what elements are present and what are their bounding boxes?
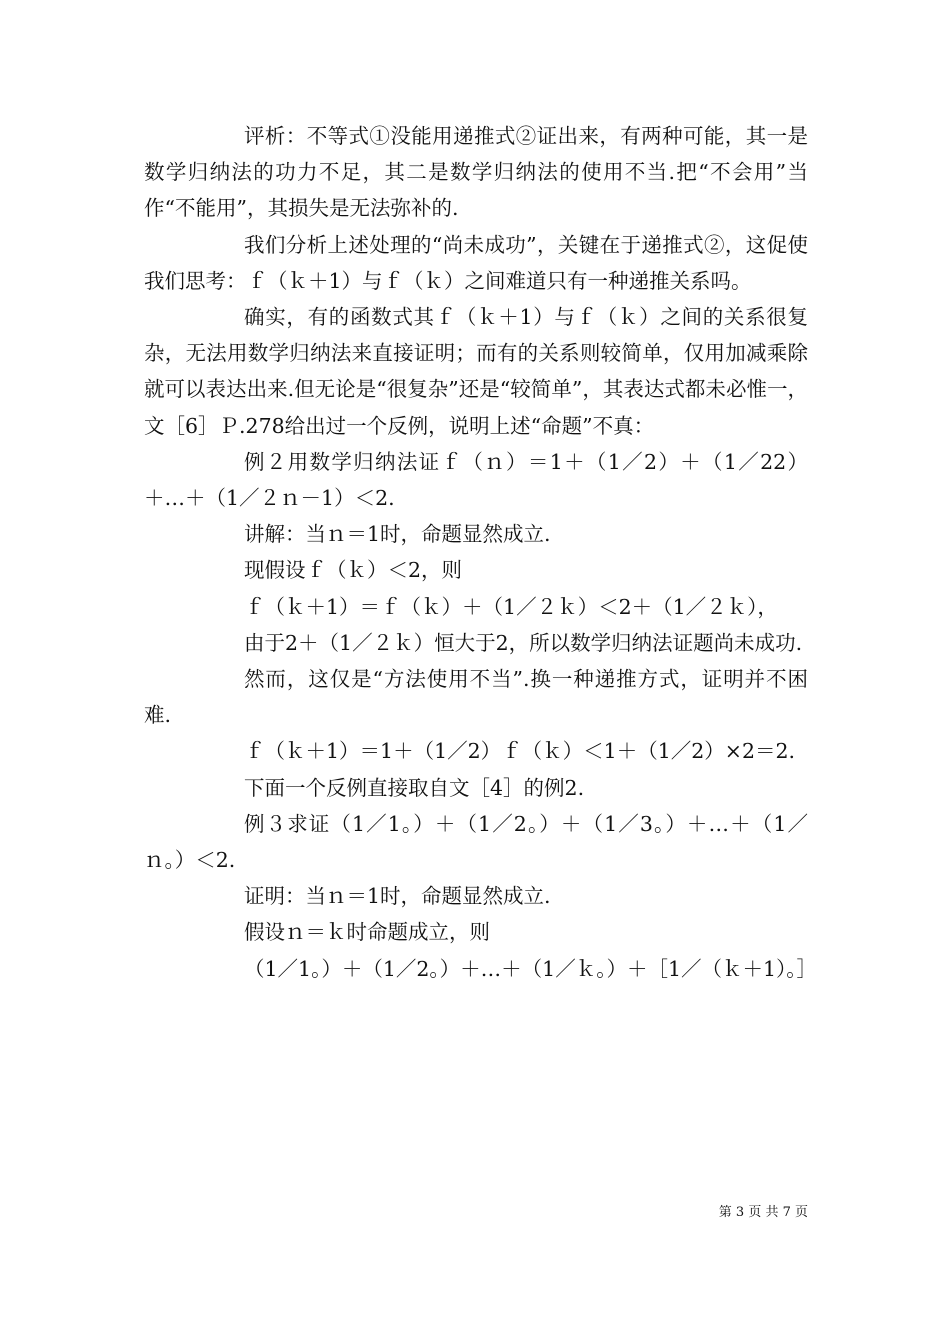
page-number: 第 3 页 共 7 页 xyxy=(718,1205,808,1220)
paragraph-assumption: 现假设ｆ（ｋ）＜2，则 xyxy=(244,558,463,583)
paragraph-example-2: 例２用数学归纳法证ｆ（ｎ）＝1＋（1／2）＋（1／22）＋…＋（1／２ｎ－1）＜2. xyxy=(144,449,808,511)
paragraph-however: 然而，这仅是“方法使用不当”.换一种递推方式，证明并不困难. xyxy=(144,667,808,728)
paragraph-not-successful: 由于2＋（1／２ｋ）恒大于2，所以数学归纳法证题尚未成功. xyxy=(244,630,803,655)
formula-sum: （1／1。）＋（1／2。）＋…＋（1／ｋ。）＋［1／（ｋ＋1）。］ xyxy=(244,956,818,981)
paragraph-counterexample: 下面一个反例直接取自文［4］的例2. xyxy=(244,775,585,800)
paragraph-commentary: 评析：不等式①没能用递推式②证出来，有两种可能，其一是数学归纳法的功力不足，其二是数学归纳法的使用不当.把“不会用”当作“不能用”，其损失是无法弥补的. xyxy=(144,124,808,221)
paragraph-analysis: 我们分析上述处理的“尚未成功”，关键在于递推式②，这促使我们思考：ｆ（ｋ＋1）与ｆ（ｋ）之间难道只有一种递推关系吗。 xyxy=(144,232,808,293)
document-body xyxy=(144,118,818,987)
paragraph-proof: 证明：当ｎ＝1时，命题显然成立. xyxy=(244,884,551,909)
formula-recursion-1: ｆ（ｋ＋1）＝ｆ（ｋ）＋（1／２ｋ）＜2＋（1／２ｋ）， xyxy=(244,594,778,619)
formula-recursion-2: ｆ（ｋ＋1）＝1＋（1／2）ｆ（ｋ）＜1＋（1／2）×2＝2. xyxy=(244,739,796,764)
paragraph-example-3: 例３求证（1／1。）＋（1／2。）＋（1／3。）＋…＋（1／ｎ。）＜2. xyxy=(144,811,808,873)
paragraph-function-relation: 确实，有的函数式其ｆ（ｋ＋1）与ｆ（ｋ）之间的关系很复杂，无法用数学归纳法来直接证明；而有的关系则较简单，仅用加减乘除就可以表达出来.但无论是“很复杂”还是“较简单”，其表达式都未必惟一，文［6］Ｐ.278给出过一个反例，说明上述“命题”不真： xyxy=(144,305,808,438)
paragraph-explanation: 讲解：当ｎ＝1时，命题显然成立. xyxy=(244,522,551,547)
paragraph-induction-hypothesis: 假设ｎ＝ｋ时命题成立，则 xyxy=(244,920,490,945)
